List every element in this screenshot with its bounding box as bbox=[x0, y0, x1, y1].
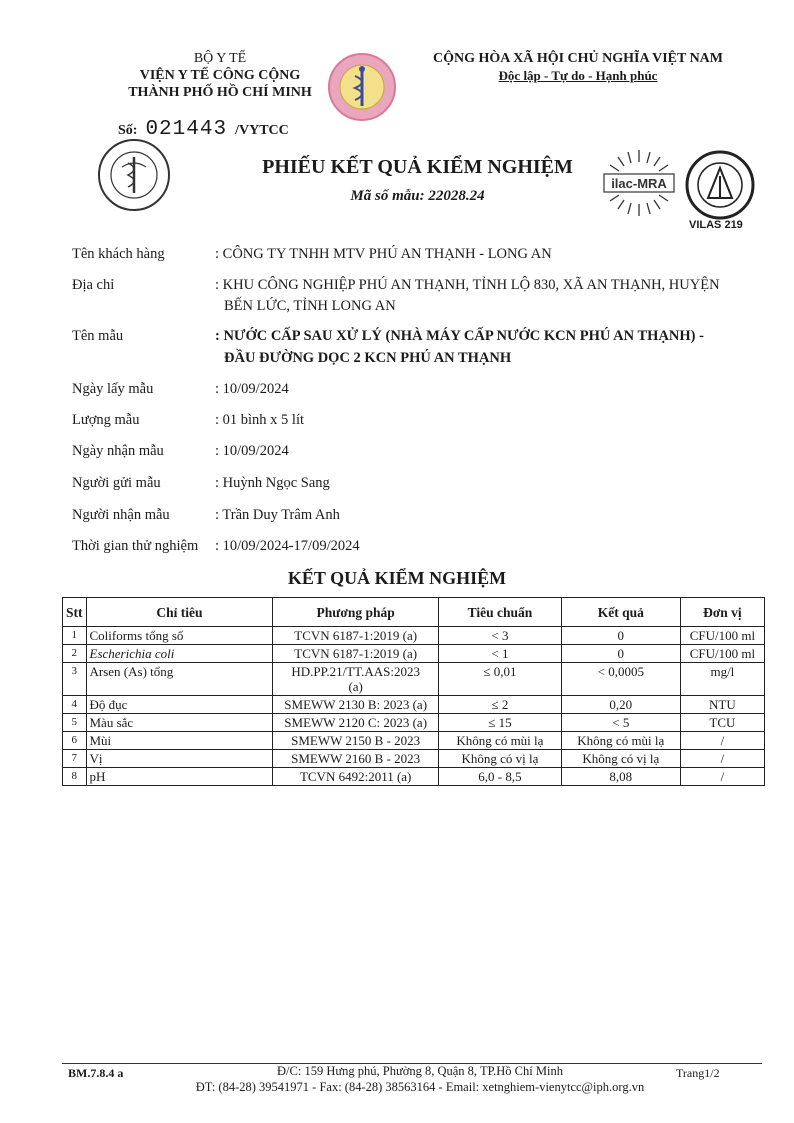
cell-standard: Không có vị lạ bbox=[439, 750, 562, 768]
sample-code: Mã số mẫu: 22028.24 bbox=[350, 188, 485, 204]
header-stt: Stt bbox=[63, 598, 87, 627]
cell-parameter: Mùi bbox=[86, 732, 273, 750]
results-table bbox=[62, 597, 765, 786]
table-row bbox=[63, 750, 765, 768]
header-standard: Tiêu chuẩn bbox=[439, 598, 562, 627]
cell-unit: / bbox=[680, 750, 764, 768]
ilac-mra-logo bbox=[600, 148, 678, 218]
address-value-line2: BẾN LỨC, TỈNH LONG AN bbox=[224, 298, 396, 314]
republic-name: CỘNG HÒA XÃ HỘI CHỦ NGHĨA VIỆT NAM bbox=[432, 51, 723, 66]
cell-unit: mg/l bbox=[680, 663, 764, 696]
sample-label: Tên mẫu bbox=[72, 328, 124, 344]
cell-standard: ≤ 0,01 bbox=[439, 663, 562, 696]
cell-result: < 5 bbox=[561, 714, 680, 732]
cell-method: TCVN 6187-1:2019 (a) bbox=[273, 645, 439, 663]
sample-value-line2: ĐẦU ĐƯỜNG DỌC 2 KCN PHÚ AN THẠNH bbox=[224, 350, 512, 366]
date-taken-label: Ngày lấy mẫu bbox=[72, 381, 154, 397]
ministry-name: BỘ Y TẾ bbox=[193, 51, 247, 66]
national-motto: Độc lập - Tự do - Hạnh phúc bbox=[498, 68, 658, 83]
results-section-title: KẾT QUẢ KIỂM NGHIỆM bbox=[287, 568, 507, 588]
doc-number-value: 021443 bbox=[145, 118, 228, 141]
cell-unit: NTU bbox=[680, 696, 764, 714]
cell-result: 0 bbox=[561, 645, 680, 663]
cell-parameter: Vị bbox=[86, 750, 273, 768]
cell-parameter: pH bbox=[86, 768, 273, 786]
table-row bbox=[63, 714, 765, 732]
cell-stt: 6 bbox=[63, 732, 87, 750]
table-row bbox=[63, 732, 765, 750]
header-unit: Đơn vị bbox=[680, 598, 764, 627]
receiver-label: Người nhận mẫu bbox=[72, 507, 170, 523]
date-received-label: Ngày nhận mẫu bbox=[72, 443, 164, 459]
table-row bbox=[63, 696, 765, 714]
test-time-value: : 10/09/2024-17/09/2024 bbox=[215, 538, 360, 554]
cell-parameter: Màu sắc bbox=[86, 714, 273, 732]
table-row bbox=[63, 645, 765, 663]
cell-standard: < 3 bbox=[439, 627, 562, 645]
table-row bbox=[63, 663, 765, 696]
footer-contact bbox=[190, 1063, 650, 1095]
cell-method: SMEWW 2120 C: 2023 (a) bbox=[273, 714, 439, 732]
date-taken-value: : 10/09/2024 bbox=[215, 381, 289, 397]
cell-parameter: Độ đục bbox=[86, 696, 273, 714]
header-parameter: Chỉ tiêu bbox=[86, 598, 273, 627]
table-row bbox=[63, 627, 765, 645]
cell-standard: Không có mùi lạ bbox=[439, 732, 562, 750]
sample-value-line1: : NƯỚC CẤP SAU XỬ LÝ (NHÀ MÁY CẤP NƯỚC KCN PHÚ AN THẠNH) - bbox=[215, 328, 704, 344]
institute-stamp bbox=[96, 137, 172, 213]
cell-parameter: Coliforms tổng số bbox=[86, 627, 273, 645]
national-header bbox=[418, 50, 738, 84]
customer-label: Tên khách hàng bbox=[72, 246, 165, 262]
customer-value: : CÔNG TY TNHH MTV PHÚ AN THẠNH - LONG AN bbox=[215, 246, 552, 262]
cell-standard: 6,0 - 8,5 bbox=[439, 768, 562, 786]
header-method: Phương pháp bbox=[273, 598, 439, 627]
test-time-label: Thời gian thử nghiệm bbox=[72, 538, 199, 554]
cell-method: TCVN 6187-1:2019 (a) bbox=[273, 627, 439, 645]
cell-unit: / bbox=[680, 732, 764, 750]
address-value-line1: : KHU CÔNG NGHIỆP PHÚ AN THẠNH, TỈNH LỘ 830, XÃ AN THẠNH, HUYỆN bbox=[215, 277, 720, 293]
quantity-value: : 01 bình x 5 lít bbox=[215, 412, 305, 428]
cell-stt: 5 bbox=[63, 714, 87, 732]
cell-unit: / bbox=[680, 768, 764, 786]
cell-result: < 0,0005 bbox=[561, 663, 680, 696]
cell-method: HD.PP.21/TT.AAS:2023 (a) bbox=[273, 663, 439, 696]
cell-unit: CFU/100 ml bbox=[680, 627, 764, 645]
quantity-label: Lượng mẫu bbox=[72, 412, 140, 428]
receiver-value: : Trần Duy Trâm Anh bbox=[215, 507, 340, 523]
cell-result: 0,20 bbox=[561, 696, 680, 714]
cell-stt: 8 bbox=[63, 768, 87, 786]
cell-stt: 1 bbox=[63, 627, 87, 645]
cell-parameter: Escherichia coli bbox=[86, 645, 273, 663]
footer-address: Đ/C: 159 Hưng phú, Phường 8, Quận 8, TP.Hồ Chí Minh bbox=[277, 1064, 563, 1078]
institute-logo bbox=[327, 52, 397, 122]
cell-result: 8,08 bbox=[561, 768, 680, 786]
sender-value: : Huỳnh Ngọc Sang bbox=[215, 475, 330, 491]
cell-stt: 3 bbox=[63, 663, 87, 696]
cell-method: SMEWW 2150 B - 2023 bbox=[273, 732, 439, 750]
table-row bbox=[63, 768, 765, 786]
doc-number-label: Số: bbox=[118, 123, 138, 138]
date-received-value: : 10/09/2024 bbox=[215, 443, 289, 459]
doc-number-suffix: /VYTCC bbox=[235, 123, 289, 138]
results-header-row bbox=[63, 598, 765, 627]
cell-result: 0 bbox=[561, 627, 680, 645]
cell-unit: TCU bbox=[680, 714, 764, 732]
form-code: BM.7.8.4 a bbox=[68, 1066, 124, 1080]
header-result: Kết quả bbox=[561, 598, 680, 627]
cell-result: Không có mùi lạ bbox=[561, 732, 680, 750]
cell-stt: 7 bbox=[63, 750, 87, 768]
cell-standard: ≤ 2 bbox=[439, 696, 562, 714]
footer-phone-email: ĐT: (84-28) 39541971 - Fax: (84-28) 38563164 - Email: xetnghiem-vienytcc@iph.org.vn bbox=[195, 1080, 645, 1094]
cell-unit: CFU/100 ml bbox=[680, 645, 764, 663]
document-title: PHIẾU KẾT QUẢ KIỂM NGHIỆM bbox=[262, 156, 573, 178]
cell-stt: 2 bbox=[63, 645, 87, 663]
cell-method: SMEWW 2160 B - 2023 bbox=[273, 750, 439, 768]
cell-result: Không có vị lạ bbox=[561, 750, 680, 768]
institute-name-line2: THÀNH PHỐ HỒ CHÍ MINH bbox=[128, 85, 312, 100]
page-number: Trang1/2 bbox=[676, 1066, 720, 1080]
address-label: Địa chỉ bbox=[72, 277, 115, 293]
cell-parameter: Arsen (As) tổng bbox=[86, 663, 273, 696]
institute-name-line1: VIỆN Y TẾ CÔNG CỘNG bbox=[139, 68, 301, 83]
vilas-label: VILAS 219 bbox=[689, 219, 743, 231]
cell-standard: < 1 bbox=[439, 645, 562, 663]
bureau-accreditation-seal bbox=[682, 150, 758, 220]
cell-method: TCVN 6492:2011 (a) bbox=[273, 768, 439, 786]
cell-method: SMEWW 2130 B: 2023 (a) bbox=[273, 696, 439, 714]
ilac-label: ilac-MRA bbox=[611, 176, 667, 191]
cell-standard: ≤ 15 bbox=[439, 714, 562, 732]
cell-stt: 4 bbox=[63, 696, 87, 714]
issuer-header bbox=[105, 50, 335, 101]
sender-label: Người gửi mẫu bbox=[72, 475, 161, 491]
